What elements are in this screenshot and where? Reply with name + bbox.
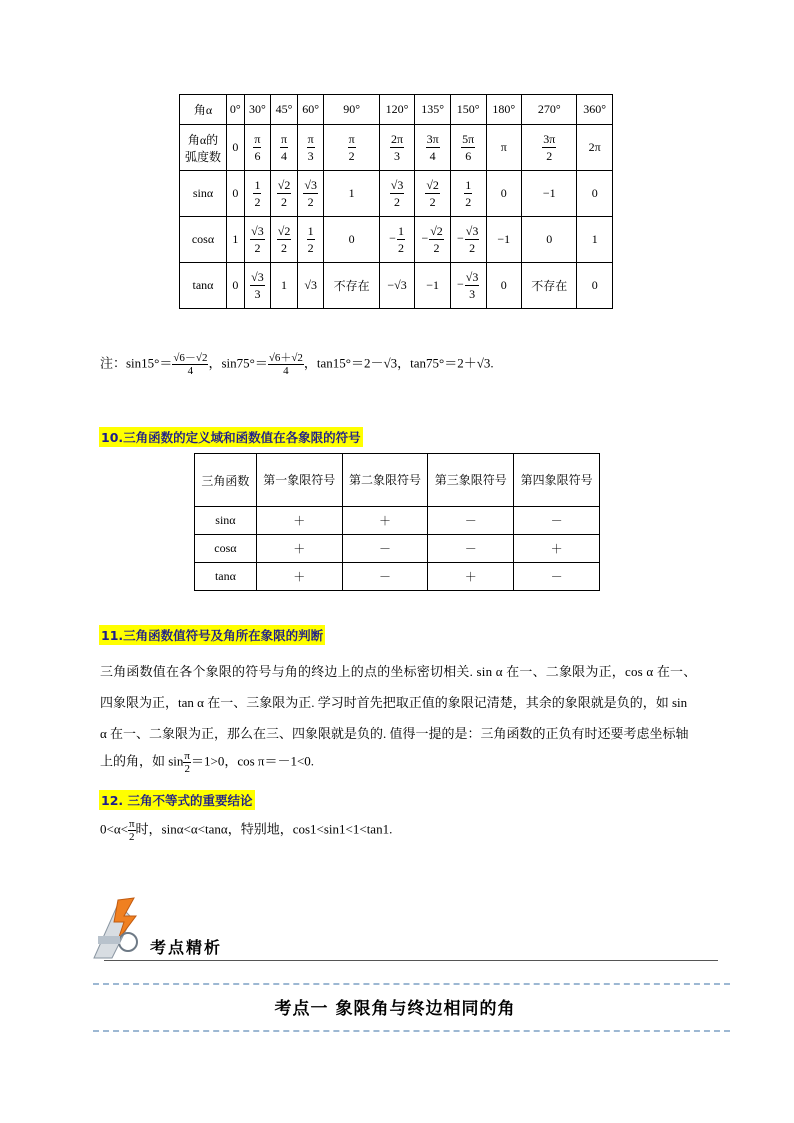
cos-value-cell: − $\frac{√2}{2}$ <box>415 217 451 263</box>
degree-cell: 60° <box>297 95 324 125</box>
sin-value-cell: 0 <box>577 171 613 217</box>
sin-value-cell: 0 <box>227 171 245 217</box>
sign-header-cell: 第一象限符号 <box>256 454 342 507</box>
section11-line1: 三角函数值在各个象限的符号与角的终边上的点的坐标密切相关. sin α 在一、二象限为正，cos α 在一、 <box>100 664 697 679</box>
sin-value-cell: $\frac{√2}{2}$ <box>415 171 451 217</box>
section11-line2: 四象限为正，tan α 在一、三象限为正. 学习时首先把取正值的象限记清楚，其余的象限就是负的，如 sin <box>100 695 688 710</box>
cos-value-cell: $\frac{1}{2}$ <box>297 217 324 263</box>
tan-value-cell: 不存在 <box>324 263 379 309</box>
tan-value-cell: 0 <box>486 263 522 309</box>
sign-row <box>195 535 600 563</box>
degree-cell: 0° <box>227 95 245 125</box>
rad-value-cell: $\frac{\pi}{6}$ <box>244 125 271 171</box>
sign-cell: － <box>428 507 514 535</box>
rad-value-cell: π <box>486 125 522 171</box>
sign-header-cell: 第三象限符号 <box>428 454 514 507</box>
sign-cell: ＋ <box>514 535 600 563</box>
section10-title: 10.三角函数的定义域和函数值在各象限的符号 <box>99 427 363 447</box>
degree-cell: 150° <box>450 95 486 125</box>
sin-value-cell: $\frac{1}{2}$ <box>450 171 486 217</box>
sign-cell: ＋ <box>256 563 342 591</box>
tan-label: tanα <box>180 263 227 309</box>
sign-cell: － <box>514 507 600 535</box>
cos-value-cell: 0 <box>522 217 577 263</box>
degree-cell: 270° <box>522 95 577 125</box>
sin-value-cell: $\frac{√2}{2}$ <box>271 171 298 217</box>
sign-table <box>194 453 600 591</box>
cos-value-cell: 1 <box>227 217 245 263</box>
rad-value-cell: $\frac{\pi}{4}$ <box>271 125 298 171</box>
dotted-divider <box>93 1030 730 1032</box>
cos-value-cell: 0 <box>324 217 379 263</box>
func-name: tanα <box>195 563 257 591</box>
cos-value-cell: 1 <box>577 217 613 263</box>
rad-value-cell: $\frac{2\pi}{3}$ <box>379 125 415 171</box>
func-name: cosα <box>195 535 257 563</box>
logo-text: 考点精析 <box>150 938 223 957</box>
exam-logo-icon <box>88 896 150 960</box>
tan-row <box>180 263 613 309</box>
exam-point-title: 考点一 象限角与终边相同的角 <box>274 999 516 1019</box>
degree-cell: 180° <box>486 95 522 125</box>
tan-value-cell: −√3 <box>379 263 415 309</box>
sign-cell: － <box>342 563 428 591</box>
section11-line4: 上的角，如 sin $\frac{\pi}{2}$ ＝1>0，cos π＝－1<0. <box>100 750 315 776</box>
dotted-divider <box>93 983 730 985</box>
sin-value-cell: −1 <box>522 171 577 217</box>
sign-cell: ＋ <box>256 507 342 535</box>
radian-label: 角α的 弧度数 <box>180 125 227 171</box>
degree-cell: 120° <box>379 95 415 125</box>
rad-value-cell: $\frac{\pi}{3}$ <box>297 125 324 171</box>
rad-value-cell: 2π <box>577 125 613 171</box>
cos-value-cell: −1 <box>486 217 522 263</box>
tan-value-cell: − $\frac{√3}{3}$ <box>450 263 486 309</box>
sin-value-cell: $\frac{√3}{2}$ <box>379 171 415 217</box>
heading-rule <box>104 960 718 961</box>
tan-value-cell: 0 <box>227 263 245 309</box>
cos-value-cell: $\frac{√3}{2}$ <box>244 217 271 263</box>
sign-row <box>195 507 600 535</box>
tan-value-cell: $\frac{√3}{3}$ <box>244 263 271 309</box>
rad-value-cell: $\frac{\pi}{2}$ <box>324 125 379 171</box>
sin-label: sinα <box>180 171 227 217</box>
rad-value-cell: $\frac{3\pi}{4}$ <box>415 125 451 171</box>
section11-title: 11.三角函数值符号及角所在象限的判断 <box>99 625 325 645</box>
rad-value-cell: $\frac{5\pi}{6}$ <box>450 125 486 171</box>
sign-header-cell: 三角函数 <box>195 454 257 507</box>
sign-cell: － <box>428 535 514 563</box>
sign-cell: ＋ <box>256 535 342 563</box>
cos-value-cell: − $\frac{√3}{2}$ <box>450 217 486 263</box>
tan-value-cell: −1 <box>415 263 451 309</box>
sign-header-cell: 第四象限符号 <box>514 454 600 507</box>
cos-label: cosα <box>180 217 227 263</box>
sin-value-cell: 0 <box>486 171 522 217</box>
sin-row <box>180 171 613 217</box>
angle-header: 角α <box>180 95 227 125</box>
degree-cell: 45° <box>271 95 298 125</box>
trig-value-table <box>179 94 613 309</box>
sign-row <box>195 563 600 591</box>
degree-row <box>180 95 613 125</box>
cos-row <box>180 217 613 263</box>
rad-value-cell: $\frac{3\pi}{2}$ <box>522 125 577 171</box>
tan-value-cell: 0 <box>577 263 613 309</box>
sign-header-row <box>195 454 600 507</box>
cos-value-cell: − $\frac{1}{2}$ <box>379 217 415 263</box>
sign-cell: － <box>342 535 428 563</box>
sin-value-cell: 1 <box>324 171 379 217</box>
sign-cell: ＋ <box>342 507 428 535</box>
degree-cell: 30° <box>244 95 271 125</box>
note-line: 注：sin15°＝ $\frac{√6-√2}{4}$ ，sin75°＝ $\frac{√6+√2}{4}$ ，tan15°＝2－√3，tan75°＝2＋√3. <box>100 352 494 378</box>
cos-value-cell: $\frac{√2}{2}$ <box>271 217 298 263</box>
tan-value-cell: 不存在 <box>522 263 577 309</box>
radian-row <box>180 125 613 171</box>
sin-value-cell: $\frac{√3}{2}$ <box>297 171 324 217</box>
degree-cell: 360° <box>577 95 613 125</box>
rad-value-cell: 0 <box>227 125 245 171</box>
sin-value-cell: $\frac{1}{2}$ <box>244 171 271 217</box>
sign-cell: ＋ <box>428 563 514 591</box>
section11-line3: α 在一、二象限为正，那么在三、四象限就是负的. 值得一提的是：三角函数的正负有时还要考虑坐标轴 <box>100 726 689 741</box>
degree-cell: 135° <box>415 95 451 125</box>
sign-cell: － <box>514 563 600 591</box>
section12-line: 0<α< $\frac{\pi}{2}$ 时，sinα<α<tanα，特别地，cos1<sin1<1<tan1. <box>100 818 393 844</box>
tan-value-cell: 1 <box>271 263 298 309</box>
degree-cell: 90° <box>324 95 379 125</box>
func-name: sinα <box>195 507 257 535</box>
section12-title: 12. 三角不等式的重要结论 <box>99 790 255 810</box>
sign-header-cell: 第二象限符号 <box>342 454 428 507</box>
tan-value-cell: √3 <box>297 263 324 309</box>
